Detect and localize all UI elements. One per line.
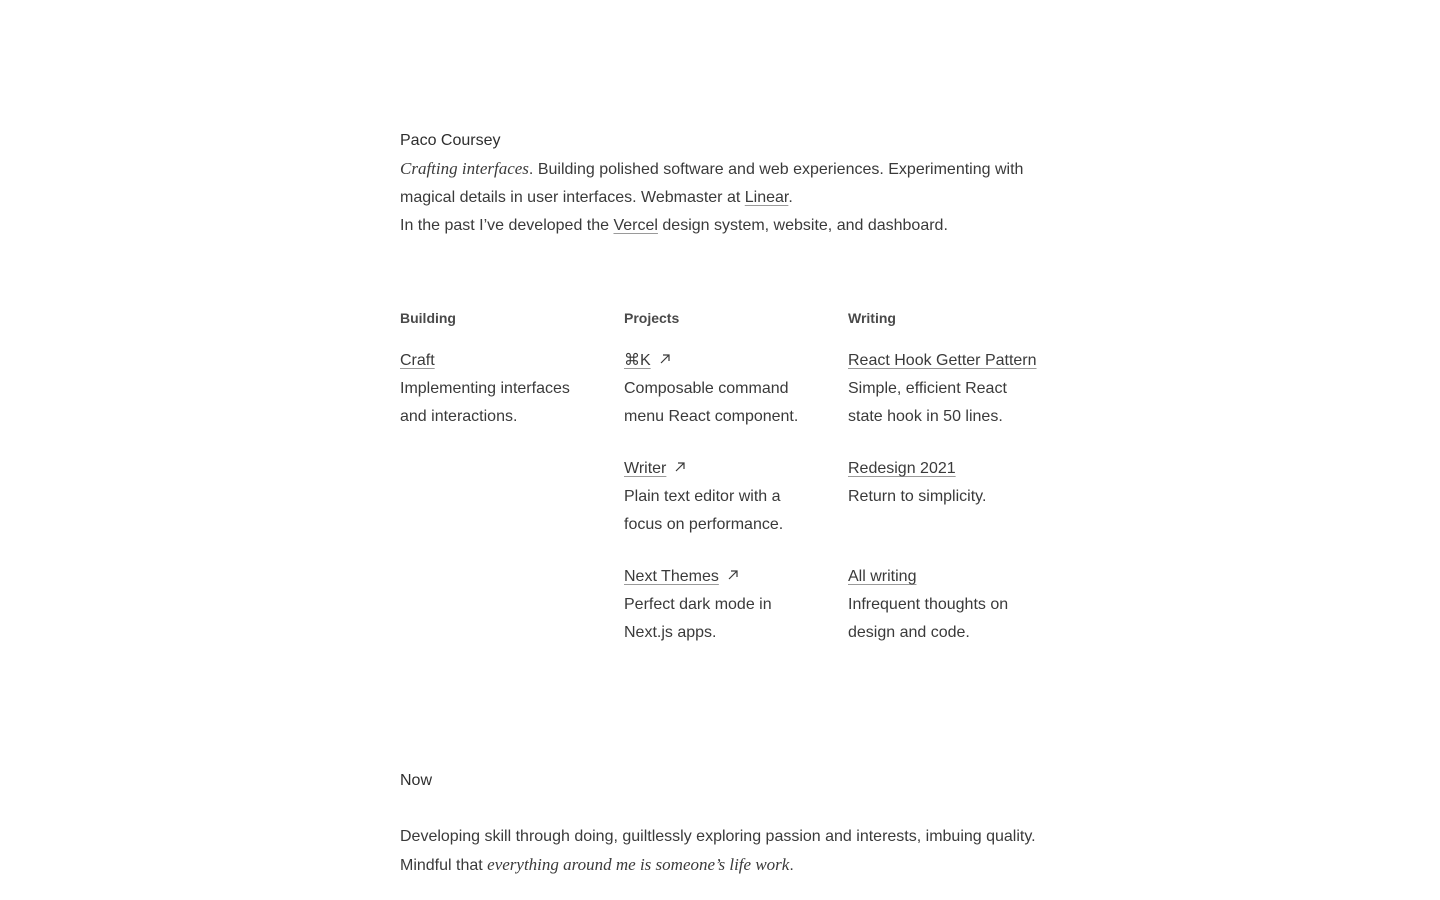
list-item [848, 455, 1038, 511]
now-heading: Now [400, 772, 433, 789]
craft-link[interactable]: Craft [400, 352, 435, 369]
main-content [400, 127, 1040, 671]
list-item [848, 563, 1038, 647]
linear-link[interactable]: Linear [744, 189, 789, 206]
external-arrow-icon [659, 347, 671, 359]
intro-paragraph [400, 155, 1040, 212]
sections-grid [400, 304, 1072, 671]
past-text-end: design system, website, and dashboard. [657, 217, 948, 234]
item-description: Simple, efficient React state hook in 50 lines. [848, 380, 1007, 425]
projects-heading: Projects [624, 310, 680, 326]
now-paragraph [400, 823, 1060, 880]
list-item [624, 347, 814, 431]
next-themes-link[interactable]: Next Themes [624, 568, 719, 585]
writing-heading: Writing [848, 310, 896, 326]
past-paragraph [400, 212, 1040, 240]
projects-column [624, 304, 848, 671]
item-description: Return to simplicity. [848, 488, 987, 505]
item-description: Infrequent thoughts on design and code. [848, 596, 1009, 641]
now-text-end: . [789, 857, 794, 874]
external-arrow-icon [674, 455, 686, 467]
external-arrow-icon [727, 563, 739, 575]
react-hook-getter-link[interactable]: React Hook Getter Pattern [848, 352, 1037, 369]
building-heading: Building [400, 310, 456, 326]
vercel-link[interactable]: Vercel [613, 217, 658, 234]
past-text: In the past I’ve developed the [400, 217, 614, 234]
all-writing-link[interactable]: All writing [848, 568, 917, 585]
building-column [400, 304, 624, 671]
now-emphasis: everything around me is someone’s life work [487, 855, 790, 874]
intro-text-end: . [788, 189, 793, 206]
intro-text: . Building polished software and web experiences. Experimenting with magical details in user interfaces. Webmaster at [400, 161, 1024, 206]
list-item [848, 347, 1038, 431]
list-item [400, 347, 590, 431]
writing-column [848, 304, 1072, 671]
list-item [624, 563, 814, 647]
item-description: Implementing interfaces and interactions. [400, 380, 570, 425]
item-description: Perfect dark mode in Next.js apps. [624, 596, 772, 641]
now-text: Developing skill through doing, guiltlessly exploring passion and interests, imbuing quality. Mindful that [400, 828, 1036, 874]
item-description: Composable command menu React component. [624, 380, 799, 425]
site-owner-name: Paco Coursey [400, 132, 501, 149]
cmdk-link[interactable]: ⌘K [624, 352, 651, 369]
intro-emphasis: Crafting interfaces [400, 159, 529, 178]
redesign-2021-link[interactable]: Redesign 2021 [848, 460, 956, 477]
item-description: Plain text editor with a focus on performance. [624, 488, 784, 533]
writer-link[interactable]: Writer [624, 460, 667, 477]
list-item [624, 455, 814, 539]
